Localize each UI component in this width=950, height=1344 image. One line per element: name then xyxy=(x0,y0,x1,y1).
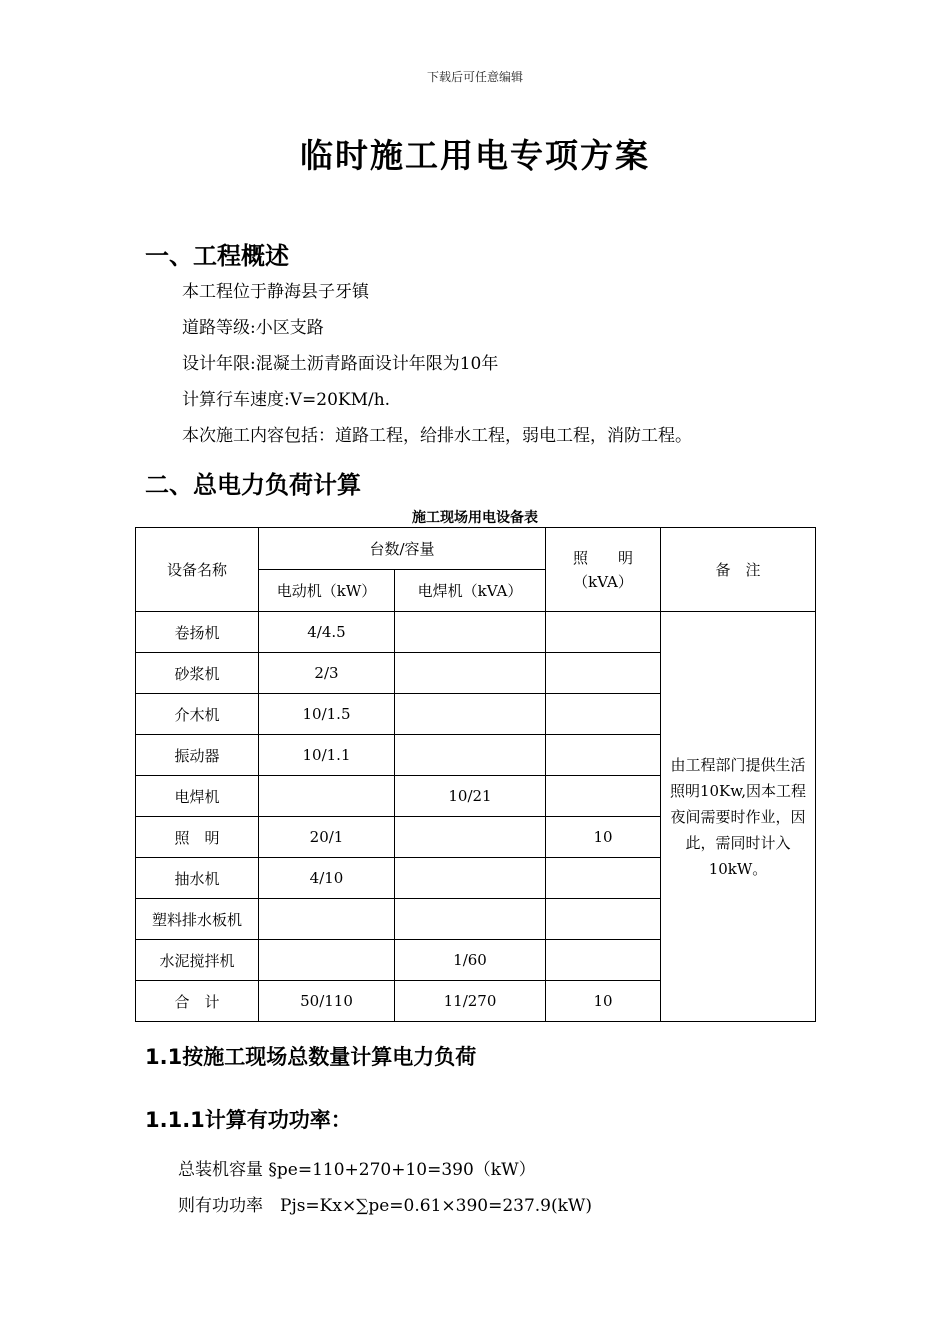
cell-welder xyxy=(395,735,546,776)
overview-paragraph: 设计年限:混凝土沥青路面设计年限为10年 xyxy=(182,354,499,374)
cell-lighting xyxy=(546,612,661,653)
equipment-table xyxy=(135,527,816,1022)
total-label: 合 计 xyxy=(136,981,259,1022)
section-2-heading: 二、总电力负荷计算 xyxy=(145,471,361,499)
header-lighting xyxy=(546,528,661,612)
cell-motor: 10/1.5 xyxy=(259,694,395,735)
cell-name: 砂浆机 xyxy=(136,653,259,694)
cell-motor: 4/10 xyxy=(259,858,395,899)
cell-lighting xyxy=(546,899,661,940)
cell-name: 水泥搅拌机 xyxy=(136,940,259,981)
header-remarks: 备 注 xyxy=(661,528,816,612)
header-lighting-unit: （kVA） xyxy=(573,572,633,591)
cell-welder xyxy=(395,899,546,940)
cell-lighting xyxy=(546,653,661,694)
cell-welder: 10/21 xyxy=(395,776,546,817)
header-lighting-label: 照 明 xyxy=(572,548,633,567)
header-equipment-name: 设备名称 xyxy=(136,528,259,612)
cell-name: 振动器 xyxy=(136,735,259,776)
header-note: 下载后可任意编辑 xyxy=(426,70,523,84)
cell-lighting xyxy=(546,940,661,981)
cell-motor: 10/1.1 xyxy=(259,735,395,776)
cell-welder xyxy=(395,653,546,694)
subsection-1-1-heading: 1.1按施工现场总数量计算电力负荷 xyxy=(145,1045,477,1069)
cell-lighting xyxy=(546,776,661,817)
cell-name: 卷扬机 xyxy=(136,612,259,653)
total-welder: 11/270 xyxy=(395,981,546,1022)
cell-welder xyxy=(395,858,546,899)
cell-motor: 2/3 xyxy=(259,653,395,694)
header-count-capacity: 台数/容量 xyxy=(259,528,546,570)
subsection-1-1-1-heading: 1.1.1计算有功功率： xyxy=(145,1108,352,1132)
table-caption: 施工现场用电设备表 xyxy=(412,510,538,526)
cell-motor xyxy=(259,899,395,940)
overview-paragraph: 计算行车速度:V=20KM/h. xyxy=(182,390,391,410)
header-motor: 电动机（kW） xyxy=(259,570,395,612)
cell-motor xyxy=(259,940,395,981)
calc-line: 总装机容量 §pe=110+270+10=390（kW） xyxy=(178,1160,536,1180)
cell-lighting xyxy=(546,735,661,776)
cell-lighting xyxy=(546,858,661,899)
cell-welder xyxy=(395,612,546,653)
cell-name: 电焊机 xyxy=(136,776,259,817)
cell-welder: 1/60 xyxy=(395,940,546,981)
cell-name: 塑料排水板机 xyxy=(136,899,259,940)
cell-motor: 20/1 xyxy=(259,817,395,858)
section-1-heading: 一、工程概述 xyxy=(145,242,289,270)
cell-welder xyxy=(395,817,546,858)
total-lighting: 10 xyxy=(546,981,661,1022)
cell-lighting: 10 xyxy=(546,817,661,858)
cell-lighting xyxy=(546,694,661,735)
cell-name: 抽水机 xyxy=(136,858,259,899)
table-row xyxy=(136,612,816,653)
header-welder: 电焊机（kVA） xyxy=(395,570,546,612)
cell-name: 介木机 xyxy=(136,694,259,735)
document-title: 临时施工用电专项方案 xyxy=(300,136,650,175)
cell-remark: 由工程部门提供生活照明10Kw,因本工程夜间需要时作业，因此，需同时计入10kW。 xyxy=(661,612,816,1022)
cell-motor xyxy=(259,776,395,817)
overview-paragraph: 本次施工内容包括：道路工程，给排水工程，弱电工程，消防工程。 xyxy=(182,426,692,446)
overview-paragraph: 本工程位于静海县子牙镇 xyxy=(182,282,369,302)
cell-name: 照 明 xyxy=(136,817,259,858)
cell-welder xyxy=(395,694,546,735)
total-motor: 50/110 xyxy=(259,981,395,1022)
cell-motor: 4/4.5 xyxy=(259,612,395,653)
overview-paragraph: 道路等级:小区支路 xyxy=(182,318,324,338)
calc-line: 则有功功率 Pjs=Kx×∑pe=0.61×390=237.9(kW) xyxy=(178,1196,593,1216)
